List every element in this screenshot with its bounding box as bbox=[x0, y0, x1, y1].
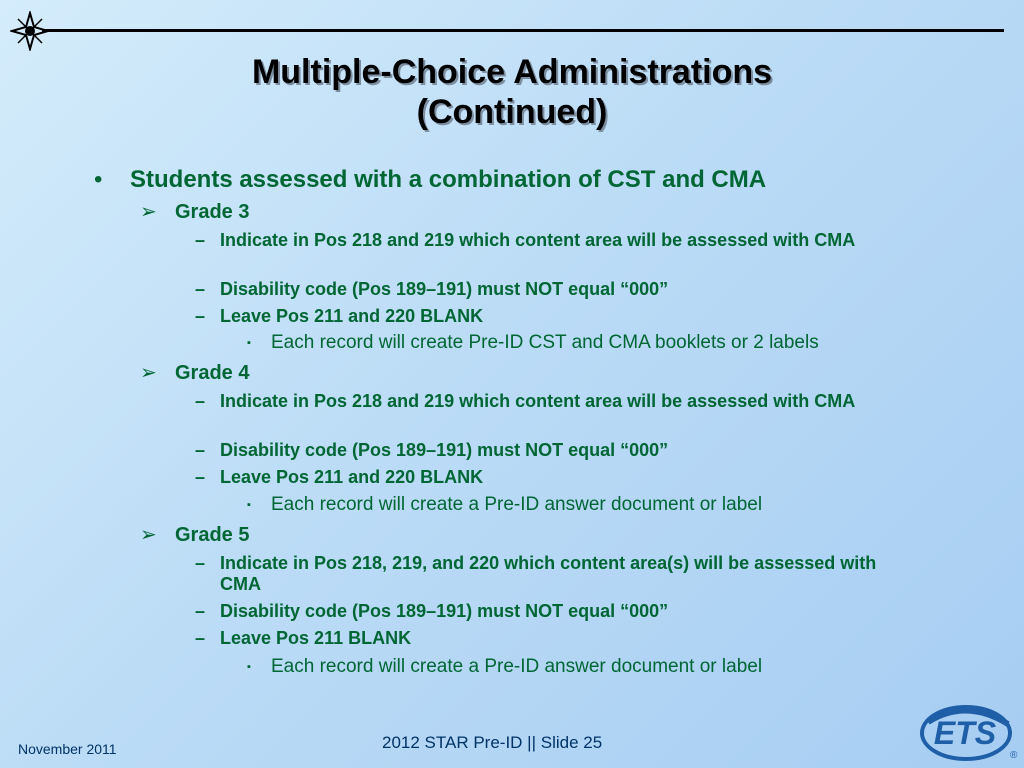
arrow-marker: ➢ bbox=[140, 524, 157, 546]
grade-3-item-3: Leave Pos 211 and 220 BLANK bbox=[220, 306, 484, 326]
grade-3-item-1: Indicate in Pos 218 and 219 which content area will be assessed with CMA bbox=[220, 230, 856, 250]
grade-3-note: Each record will create Pre-ID CST and CMA booklets or 2 labels bbox=[271, 332, 819, 353]
ets-logo-text: ETS bbox=[933, 715, 997, 751]
dash-marker: – bbox=[195, 230, 206, 250]
grade-5-item-2: Disability code (Pos 189–191) must NOT equal “000” bbox=[220, 601, 669, 621]
grade-4-item-3: Leave Pos 211 and 220 BLANK bbox=[220, 467, 484, 487]
grade-5-item-1: Indicate in Pos 218, 219, and 220 which content area(s) will be assessed with CMA bbox=[220, 553, 877, 594]
ets-logo bbox=[918, 700, 1018, 762]
dash-marker: – bbox=[195, 553, 206, 573]
grade-5-note: Each record will create a Pre-ID answer document or label bbox=[271, 656, 763, 677]
dash-marker: – bbox=[195, 467, 206, 487]
dash-marker: – bbox=[195, 628, 206, 648]
grade-4-item-1: Indicate in Pos 218 and 219 which content area will be assessed with CMA bbox=[220, 391, 856, 411]
main-bullet: Students assessed with a combination of CST and CMA bbox=[130, 166, 767, 193]
dash-marker: – bbox=[195, 391, 206, 411]
registered-mark: ® bbox=[1010, 750, 1018, 761]
footer-date: November 2011 bbox=[18, 741, 117, 757]
arrow-marker: ➢ bbox=[140, 201, 157, 223]
grade-4-note: Each record will create a Pre-ID answer document or label bbox=[271, 494, 763, 515]
slide-title-line2: (Continued) bbox=[416, 93, 608, 131]
square-marker: ▪ bbox=[247, 661, 251, 673]
footer-slide-info: 2012 STAR Pre-ID || Slide 25 bbox=[382, 733, 603, 752]
square-marker: ▪ bbox=[247, 337, 251, 349]
grade-4-heading: Grade 4 bbox=[175, 362, 250, 384]
slide-title-line1: Multiple-Choice Administrations bbox=[251, 53, 773, 91]
grade-3-item-2: Disability code (Pos 189–191) must NOT equal “000” bbox=[220, 279, 669, 299]
grade-5-item-3: Leave Pos 211 BLANK bbox=[220, 628, 412, 648]
dash-marker: – bbox=[195, 440, 206, 460]
dash-marker: – bbox=[195, 601, 206, 621]
bullet-marker: • bbox=[94, 166, 103, 193]
grade-3-heading: Grade 3 bbox=[175, 201, 250, 223]
grade-4-item-2: Disability code (Pos 189–191) must NOT equal “000” bbox=[220, 440, 669, 460]
square-marker: ▪ bbox=[247, 499, 251, 511]
arrow-marker: ➢ bbox=[140, 362, 157, 384]
dash-marker: – bbox=[195, 306, 206, 326]
dash-marker: – bbox=[195, 279, 206, 299]
grade-5-heading: Grade 5 bbox=[175, 524, 250, 546]
